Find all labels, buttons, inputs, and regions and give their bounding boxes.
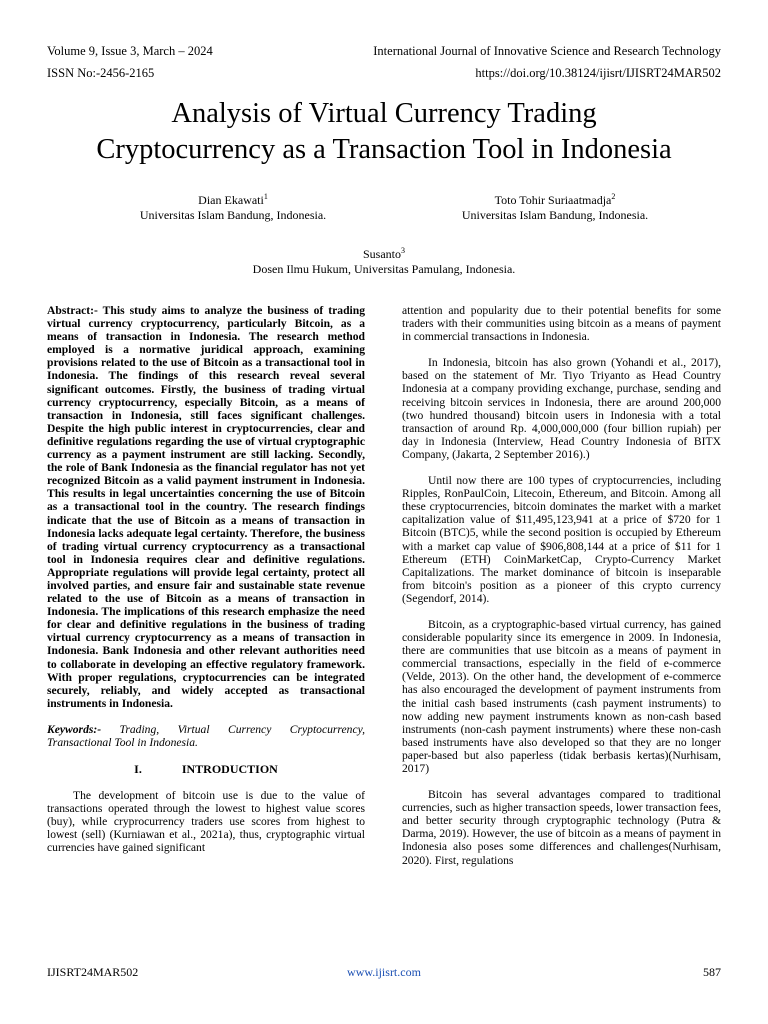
left-column [47, 304, 365, 855]
keywords-text: Trading, Virtual Currency Cryptocurrency, Transactional Tool in Indonesia. [47, 722, 365, 749]
right-column [402, 304, 721, 867]
section-heading [47, 762, 365, 776]
doi-link[interactable]: https://doi.org/10.38124/ijisrt/IJISRT24MAR502 [475, 66, 721, 80]
paper-title [20, 96, 748, 168]
footer-code: IJISRT24MAR502 [47, 965, 139, 979]
author-name: Toto Tohir Suriaatmadja$^2$ [494, 192, 616, 207]
page-number: 587 [703, 965, 721, 979]
author-affiliation: Universitas Islam Bandung, Indonesia. [461, 208, 649, 222]
section-number: I. [134, 762, 142, 777]
title-line-1: Analysis of Virtual Currency Trading [171, 98, 597, 129]
journal-volume: Volume 9, Issue 3, March – 2024 [47, 44, 213, 58]
journal-name: International Journal of Innovative Science and Research Technology [373, 44, 721, 58]
author-block-1 [98, 193, 368, 223]
abstract: Abstract:- This study aims to analyze the business of trading virtual currency cryptocurrency, particularly Bitcoin, as a means of transaction in Indonesia. The research method employed is a normative juridical approach, examining provisions related to the use of Bitcoin as a transactional tool in Indonesia. The findings of this research reveal several significant outcomes. Firstly, the business of trading virtual currency cryptocurrency, especially Bitcoin, as a means of transaction in Indonesia, still faces significant challenges. Despite the high public interest in cryptocurrencies, clear and definitive regulations regarding the use of virtual cryptographic currency as a payment instrument are still lacking. Secondly, the role of Bank Indonesia as the financial regulator has not yet recognized Bitcoin as a valid payment instrument in Indonesia. This results in legal uncertainties concerning the use of Bitcoin as a transactional tool in the country. The research findings indicate that the use of Bitcoin as a means of transaction in Indonesia lacks adequate legal certainty. Therefore, the business of trading virtual currency cryptocurrency as a transactional tool in Indonesia requires clear and definitive regulations. Appropriate regulations will provide legal certainty, protect all involved parties, and ensure fair and sustainable state revenue related to the use of Bitcoin as a means of transaction in Indonesia. The implications of this research emphasize the need for clear and definitive regulations in the business of trading virtual currency cryptocurrency as a means of transaction in Indonesia. Bank Indonesia and other relevant authorities need to collaborate in developing an effective regulatory framework. With proper regulations, cryptocurrencies can be integrated securely, reliably, and widely accepted as transactional instruments in Indonesia. [47, 304, 365, 710]
paragraph: In Indonesia, bitcoin has also grown (Yohandi et al., 2017), based on the statement of Mr. Tiyo Triyanto as Head Country Indonesia at a company providing exchange, purchase, sending and receiving bitcoin services in Indonesia, there are around 200,000 (two hundred thousand) bitcoin users in Indonesia with a total transaction of around Rp. 4,000,000,000 (four billion rupiah) per day in Indonesia (Interview, Head Country Indonesia of BITX Company, (Jakarta, 2 September 2016).) [402, 356, 721, 461]
title-line-2: Cryptocurrency as a Transaction Tool in Indonesia [96, 134, 672, 165]
author-block-2 [420, 193, 690, 223]
author-block-3 [184, 247, 584, 277]
author-affiliation: Universitas Islam Bandung, Indonesia. [139, 208, 327, 222]
paragraph: Bitcoin, as a cryptographic-based virtual currency, has gained considerable popularity since its emergence in 2009. In Indonesia, there are communities that use bitcoin as a means of payment in commercial transactions, especially in the field of e-commerce (Velde, 2013). On the other hand, the development of e-commerce has also encouraged the development of payment instruments from the initial cash based instruments (cash payment instruments) to now adding new payment instruments known as non-cash based instruments (non-cash payment instruments) where these non-cash based instruments have also developed so that they are no longer paper-based but also paperless (tidak berbasis kertas)(Nurhisam, 2017) [402, 617, 721, 775]
paragraph: Until now there are 100 types of cryptocurrencies, including Ripples, RonPaulCoin, Litecoin, Ethereum, and Bitcoin. Among all these cryptocurrencies, bitcoin dominates the market with a market capitalization value of $11,495,123,941 at a price of $720 for 1 Bitcoin (BTC)5, while the second position is occupied by Ethereum with a market cap value of $906,808,144 at a price of $11 for 1 Ethereum (ETH) CoinMarketCap, Crypto-Currency Market Capitalizations. The market dominance of bitcoin is inseparable from bitcoin's position as a pioneer of this crypto currency (Segendorf, 2014). [402, 474, 721, 605]
paragraph-continued: attention and popularity due to their potential benefits for some traders with their communities using bitcoin as a means of payment in commercial transactions in Indonesia. [402, 304, 721, 344]
author-name: Susanto$^3$ [362, 246, 405, 261]
author-affiliation: Dosen Ilmu Hukum, Universitas Pamulang, Indonesia. [252, 262, 516, 276]
paragraph: Bitcoin has several advantages compared to traditional currencies, such as higher transaction speeds, lower transaction fees, and better security through cryptographic technology (Putra & Darma, 2019). However, the use of bitcoin as a means of payment in Indonesia also poses some differences and challenges(Nurhisam, 2020). First, regulations [402, 788, 721, 867]
intro-paragraph: The development of bitcoin use is due to the value of transactions operated through the lowest to highest value scores (buy), while cryprocurrency traders use scores from highest to lowest (sell) (Kurniawan et al., 2021a), thus, cryptographic virtual currencies have gained significant [47, 789, 365, 855]
issn: ISSN No:-2456-2165 [47, 66, 155, 80]
keywords [47, 723, 365, 749]
footer-website-link[interactable]: www.ijisrt.com [347, 965, 421, 979]
section-title: INTRODUCTION [181, 762, 278, 777]
author-name: Dian Ekawati$^1$ [198, 192, 268, 207]
keywords-label: Keywords:- [47, 722, 102, 736]
